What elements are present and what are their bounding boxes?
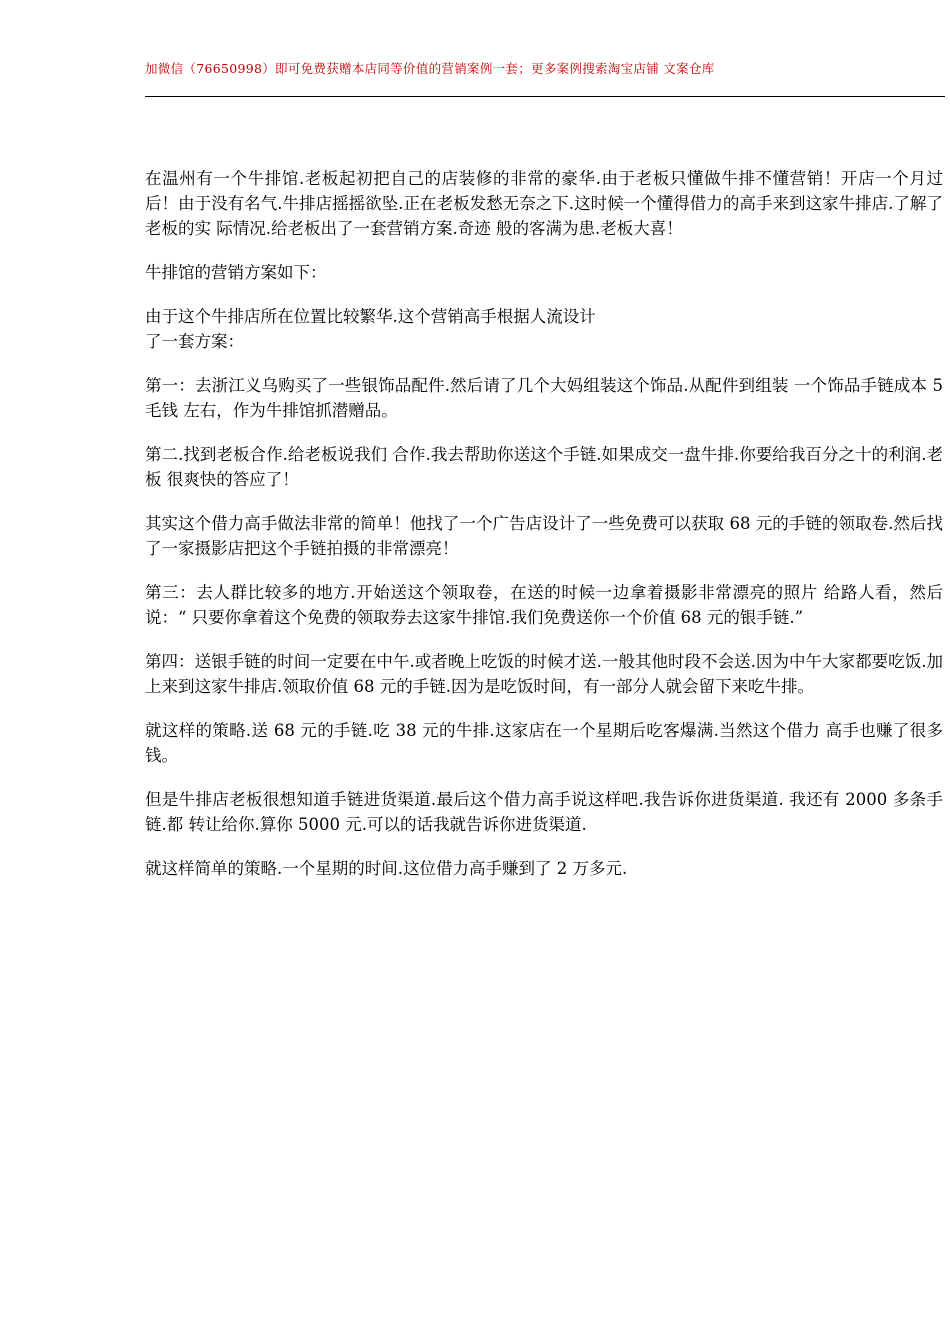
paragraph-coupon-design: 其实这个借力高手做法非常的简单！他找了一个广告店设计了一些免费可以获取 68 元的手链的领取卷.然后找了一家摄影店把这个手链拍摄的非常漂亮！	[145, 514, 943, 558]
header-promo-text: 加微信（76650998）即可免费获赠本店同等价值的营销案例一套；更多案例搜索淘宝店铺 文案仓库	[145, 61, 715, 76]
paragraph-supply-channel: 但是牛排店老板很想知道手链进货渠道.最后这个借力高手说这样吧.我告诉你进货渠道. 我还有 2000 多条手链.都 转让给你.算你 5000 元.可以的话我就告诉你进货渠道.	[145, 790, 943, 834]
header-divider	[145, 96, 945, 97]
article-body	[145, 166, 943, 900]
paragraph-result: 就这样的策略.送 68 元的手链.吃 38 元的牛排.这家店在一个星期后吃客爆满.当然这个借力 高手也赚了很多钱。	[145, 721, 943, 765]
paragraph-plan-context-line1: 由于这个牛排店所在位置比较繁华.这个营销高手根据人流设计	[145, 307, 596, 326]
paragraph-plan-heading: 牛排馆的营销方案如下：	[145, 263, 327, 282]
paragraph-intro: 在温州有一个牛排馆.老板起初把自己的店装修的非常的豪华.由于老板只懂做牛排不懂营销！开店一个月过后！由于没有名气.牛排店摇摇欲坠.正在老板发愁无奈之下.这时候一个懂得借力的高手来到这家牛排店.了解了老板的实 际情况.给老板出了一套营销方案.奇迹 般的客满为患.老板大喜！	[145, 169, 943, 238]
paragraph-plan-context-line2: 了一套方案：	[145, 332, 244, 351]
paragraph-conclusion: 就这样简单的策略.一个星期的时间.这位借力高手赚到了 2 万多元.	[145, 859, 628, 878]
paragraph-step-two: 第二.找到老板合作.给老板说我们 合作.我去帮助你送这个手链.如果成交一盘牛排.你要给我百分之十的利润.老板 很爽快的答应了！	[145, 445, 943, 489]
paragraph-step-four: 第四：送银手链的时间一定要在中午.或者晚上吃饭的时候才送.一般其他时段不会送.因为中午大家都要吃饭.加上来到这家牛排店.领取价值 68 元的手链.因为是吃饭时间，有一部分人就会留下来吃牛排。	[145, 652, 943, 696]
paragraph-step-one: 第一：去浙江义乌购买了一些银饰品配件.然后请了几个大妈组装这个饰品.从配件到组装 一个饰品手链成本 5 毛钱 左右，作为牛排馆抓潜赠品。	[145, 376, 943, 420]
paragraph-step-three: 第三：去人群比较多的地方.开始送这个领取卷，在送的时候一边拿着摄影非常漂亮的照片 给路人看，然后说：“ 只要你拿着这个免费的领取券去这家牛排馆.我们免费送你一个价值 68 元的银手链.”	[145, 583, 943, 627]
